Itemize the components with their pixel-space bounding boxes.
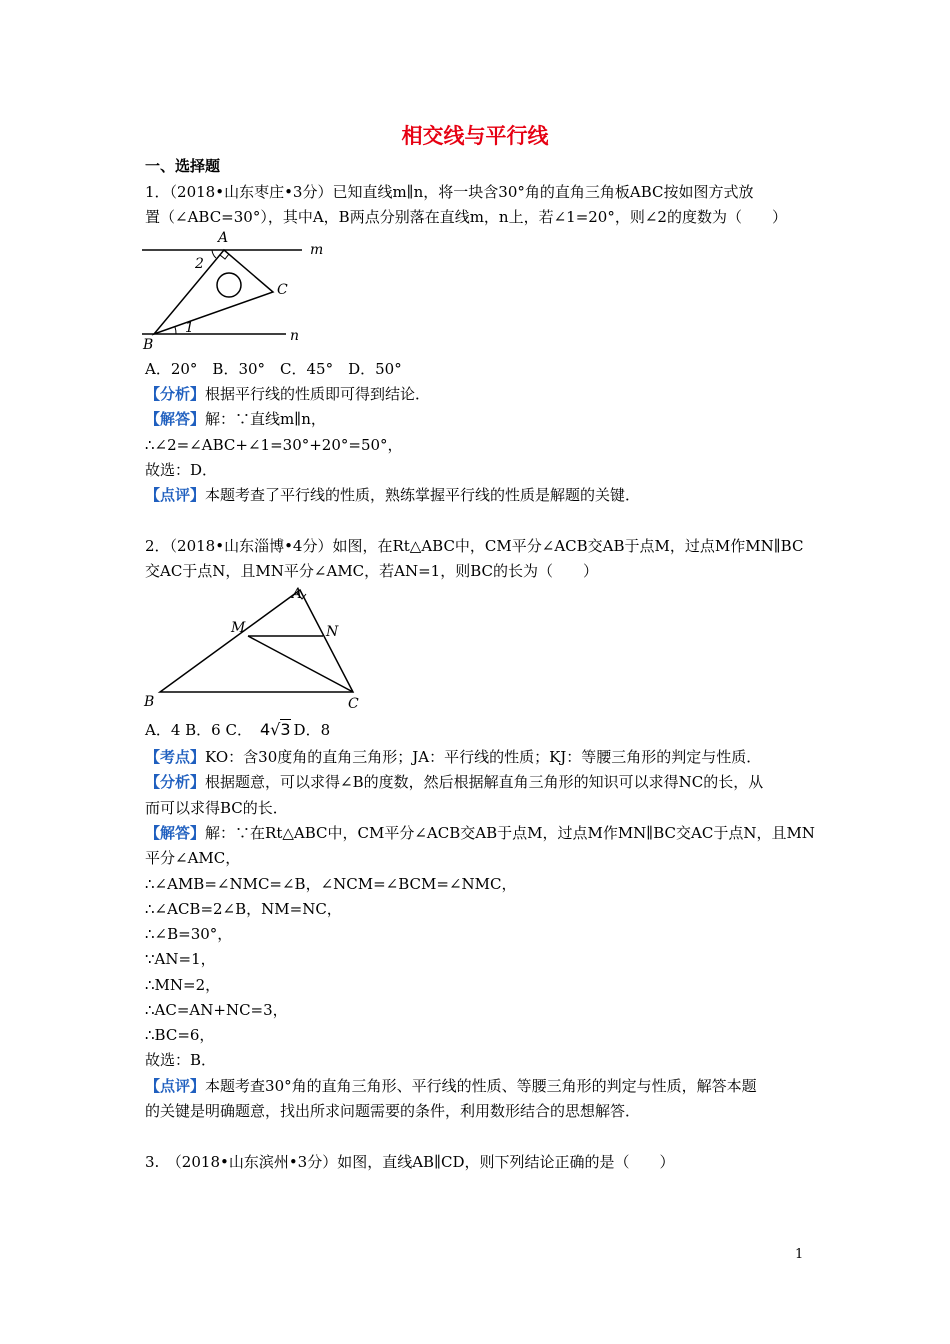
q2-text-line2: 交AC于点N，且MN平分∠AMC，若AN=1，则BC的长为（ ） bbox=[145, 562, 599, 580]
page-title: 相交线与平行线 bbox=[401, 124, 549, 148]
q1-analysis-tag: 分析 bbox=[160, 385, 191, 403]
q2-comment: 【点评】本题考查30°角的直角三角形、平行线的性质、等腰三角形的判定与性质，解答本题 bbox=[145, 1077, 757, 1095]
four-root-three: 4√3 bbox=[259, 720, 291, 739]
q1-answer-text: 解：∵直线m∥n， bbox=[205, 410, 326, 428]
q1-text-line2: 置（∠ABC=30°），其中A，B两点分别落在直线m，n上，若∠1=20°，则∠2的度数为（ ） bbox=[145, 208, 787, 226]
section-heading: 一、选择题 bbox=[145, 157, 221, 175]
right-angle-mark bbox=[220, 254, 229, 259]
q2-step7: ∴BC=6， bbox=[145, 1026, 215, 1044]
q2-answer-line2: 平分∠AMC， bbox=[145, 849, 241, 867]
q2-answer-text: 解：∵在Rt△ABC中，CM平分∠ACB交AB于点M，过点M作MN∥BC交AC于点N，且MN bbox=[205, 824, 815, 842]
q2-step6: ∴AC=AN+NC=3， bbox=[145, 1001, 288, 1019]
q2-step3: ∴∠B=30°， bbox=[145, 925, 233, 943]
q2-answer-tag: 解答 bbox=[160, 824, 191, 842]
q2-analysis-tag: 分析 bbox=[160, 773, 191, 791]
q1-analysis-text: 根据平行线的性质即可得到结论． bbox=[205, 385, 431, 403]
q2-analysis-text: 根据题意，可以求得∠B的度数，然后根据解直角三角形的知识可以求得NC的长，从 bbox=[205, 773, 764, 791]
q1-comment: 【点评】本题考查了平行线的性质，熟练掌握平行线的性质是解题的关键． bbox=[145, 486, 641, 504]
q2-comment-tag: 点评 bbox=[160, 1077, 191, 1095]
q2-step1: ∴∠AMB=∠NMC=∠B，∠NCM=∠BCM=∠NMC， bbox=[145, 875, 517, 893]
q1-text-line1: 1．（2018•山东枣庄•3分）已知直线m∥n，将一块含30°角的直角三角板ABC按如图方式放 bbox=[145, 183, 754, 201]
q1-answer: 【解答】解：∵直线m∥n， bbox=[145, 410, 326, 428]
label-C: C bbox=[277, 282, 288, 298]
q2-point: 【考点】KO：含30度角的直角三角形；JA：平行线的性质；KJ：等腰三角形的判定与性质． bbox=[145, 748, 762, 766]
q2-figure bbox=[140, 584, 370, 712]
q1-comment-tag: 点评 bbox=[160, 486, 191, 504]
label-n: n bbox=[290, 328, 300, 344]
label-B: B bbox=[144, 694, 155, 710]
q2-choice: 故选：B． bbox=[145, 1051, 217, 1069]
q2-step4: ∵AN=1， bbox=[145, 950, 216, 968]
q2-step5: ∴MN=2， bbox=[145, 976, 221, 994]
label-A: A bbox=[218, 230, 229, 246]
q2-point-tag: 考点 bbox=[160, 748, 191, 766]
q1-choice: 故选：D． bbox=[145, 461, 218, 479]
label-1: 1 bbox=[185, 320, 194, 336]
q2-comment-text: 本题考查30°角的直角三角形、平行线的性质、等腰三角形的判定与性质，解答本题 bbox=[205, 1077, 757, 1095]
q2-point-text: KO：含30度角的直角三角形；JA：平行线的性质；KJ：等腰三角形的判定与性质． bbox=[205, 748, 762, 766]
label-N: N bbox=[326, 624, 339, 640]
label-2: 2 bbox=[195, 256, 204, 272]
q2-text-line1: 2．（2018•山东淄博•4分）如图，在Rt△ABC中，CM平分∠ACB交AB于点M，过点M作MN∥BC bbox=[145, 537, 804, 555]
segment-cm bbox=[248, 636, 353, 692]
q1-figure bbox=[140, 228, 340, 354]
q3-text-line1: 3. （2018•山东滨州•3分）如图，直线AB∥CD，则下列结论正确的是（ ） bbox=[145, 1153, 675, 1171]
label-C: C bbox=[348, 696, 359, 712]
q2-analysis-line2: 而可以求得BC的长． bbox=[145, 799, 288, 817]
q2-comment-line2: 的关键是明确题意，找出所求问题需要的条件，利用数形结合的思想解答． bbox=[145, 1102, 641, 1120]
q1-analysis: 【分析】根据平行线的性质即可得到结论． bbox=[145, 385, 431, 403]
q2-step2: ∴∠ACB=2∠B，NM=NC， bbox=[145, 900, 342, 918]
q2-analysis: 【分析】根据题意，可以求得∠B的度数，然后根据解直角三角形的知识可以求得NC的长，从 bbox=[145, 773, 764, 791]
label-m: m bbox=[310, 242, 324, 258]
angle-2-arc bbox=[212, 250, 216, 258]
triangle-hole bbox=[217, 273, 241, 297]
label-B: B bbox=[143, 337, 154, 353]
triangle-abc bbox=[154, 250, 273, 334]
q1-options: A．20° B．30° C．45° D．50° bbox=[145, 360, 402, 378]
q2-answer: 【解答】解：∵在Rt△ABC中，CM平分∠ACB交AB于点M，过点M作MN∥BC交AC于点N，且MN bbox=[145, 824, 815, 842]
page-number: 1 bbox=[795, 1247, 804, 1262]
angle-1-arc bbox=[175, 327, 176, 334]
q1-answer-tag: 解答 bbox=[160, 410, 191, 428]
label-M: M bbox=[231, 620, 246, 636]
label-A: A bbox=[292, 586, 303, 602]
q2-options: A．4 B．6 C． 4√3 D．8 bbox=[145, 720, 331, 739]
q1-step1: ∴∠2=∠ABC+∠1=30°+20°=50°， bbox=[145, 436, 403, 454]
q1-comment-text: 本题考查了平行线的性质，熟练掌握平行线的性质是解题的关键． bbox=[205, 486, 641, 504]
